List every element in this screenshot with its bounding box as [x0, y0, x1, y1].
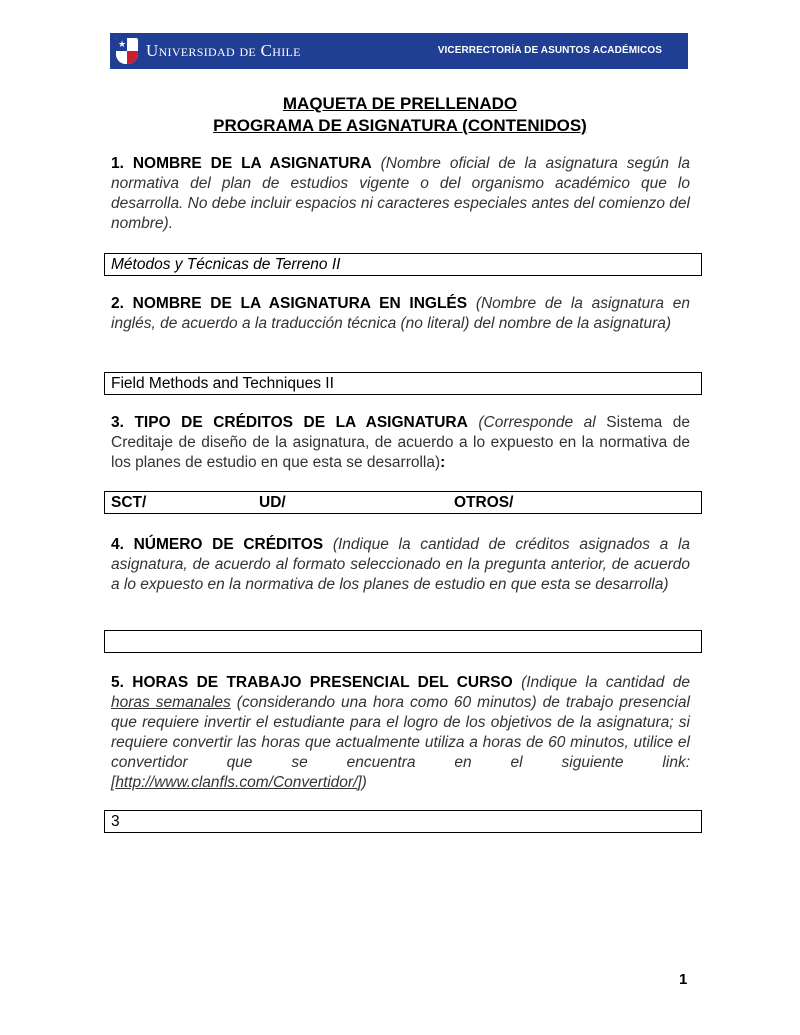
header-banner	[110, 33, 688, 69]
section-1-note: (Nombre oficial de la asignatura según la normativa del plan de estudios vigente o del organismo académico que lo desarrolla. No debe incluir espacios ni caracteres especiales antes del comienzo del nombre).	[111, 155, 691, 232]
page-number: 1	[679, 971, 688, 988]
section-1-heading: 1. NOMBRE DE LA ASIGNATURA	[111, 155, 372, 172]
section-3-text	[111, 413, 690, 473]
weekly-hours-field[interactable]: 3	[104, 810, 702, 833]
university-name: Universidad de Chile	[146, 41, 301, 60]
document-subtitle: PROGRAMA DE ASIGNATURA (CONTENIDOS)	[213, 116, 587, 135]
section-3-heading: 3. TIPO DE CRÉDITOS DE LA ASIGNATURA	[111, 414, 468, 431]
section-5-note-c: ])	[357, 774, 367, 791]
document-title: MAQUETA DE PRELLENADO	[282, 94, 518, 113]
section-5-note-underlined: horas semanales	[111, 694, 231, 711]
section-2-heading: 2. NOMBRE DE LA ASIGNATURA EN INGLÉS	[111, 295, 468, 312]
section-4-note: (Indique la cantidad de créditos asignados a la asignatura, de acuerdo al formato seleccionado en la pregunta anterior, de acuerdo a lo expuesto en la normativa de los planes de estudio en que esta se desarrolla)	[111, 536, 691, 593]
section-2-note: (Nombre de la asignatura en inglés, de acuerdo a la traducción técnica (no literal) del nombre de la asignatura)	[111, 295, 690, 332]
section-5-note-b: (considerando una hora como 60 minutos) de trabajo presencial que requiere invertir el estudiante para el logro de los objetivos de la asignatura; si requiere convertir las horas que actualmente utiliza a horas de 60 minutos, utilice el convertidor que se encuentra en el siguiente link: [	[111, 694, 690, 791]
section-5-heading: 5. HORAS DE TRABAJO PRESENCIAL DEL CURSO	[111, 674, 513, 691]
section-3-note-end: :	[440, 454, 446, 471]
otros-label: OTROS/	[454, 494, 514, 511]
section-5-text	[111, 673, 690, 793]
section-1-text	[111, 154, 690, 234]
credit-type-field[interactable]	[104, 491, 702, 514]
section-3-note-a: (Corresponde al	[478, 414, 596, 431]
course-name-field[interactable]: Métodos y Técnicas de Terreno II	[104, 253, 702, 276]
office-name: VICERRECTORÍA DE ASUNTOS ACADÉMICOS	[437, 45, 662, 56]
section-4-heading: 4. NÚMERO DE CRÉDITOS	[111, 536, 324, 553]
university-crest-icon: ★	[116, 38, 138, 64]
english-name-field[interactable]: Field Methods and Techniques II	[104, 372, 702, 395]
section-2-text	[111, 294, 690, 334]
ud-label: UD/	[259, 494, 286, 511]
converter-link[interactable]: http://www.clanfls.com/Convertidor/	[115, 774, 358, 791]
section-5-note-a: (Indique la cantidad de	[521, 674, 691, 691]
section-3-note-b: Sistema de Creditaje de diseño de la asignatura, de acuerdo a lo expuesto en la normativa de los planes de estudio en que esta se desarrolla)	[111, 414, 690, 471]
section-4-text	[111, 535, 690, 595]
sct-label: SCT/	[111, 494, 147, 511]
credits-number-field[interactable]	[104, 630, 702, 653]
